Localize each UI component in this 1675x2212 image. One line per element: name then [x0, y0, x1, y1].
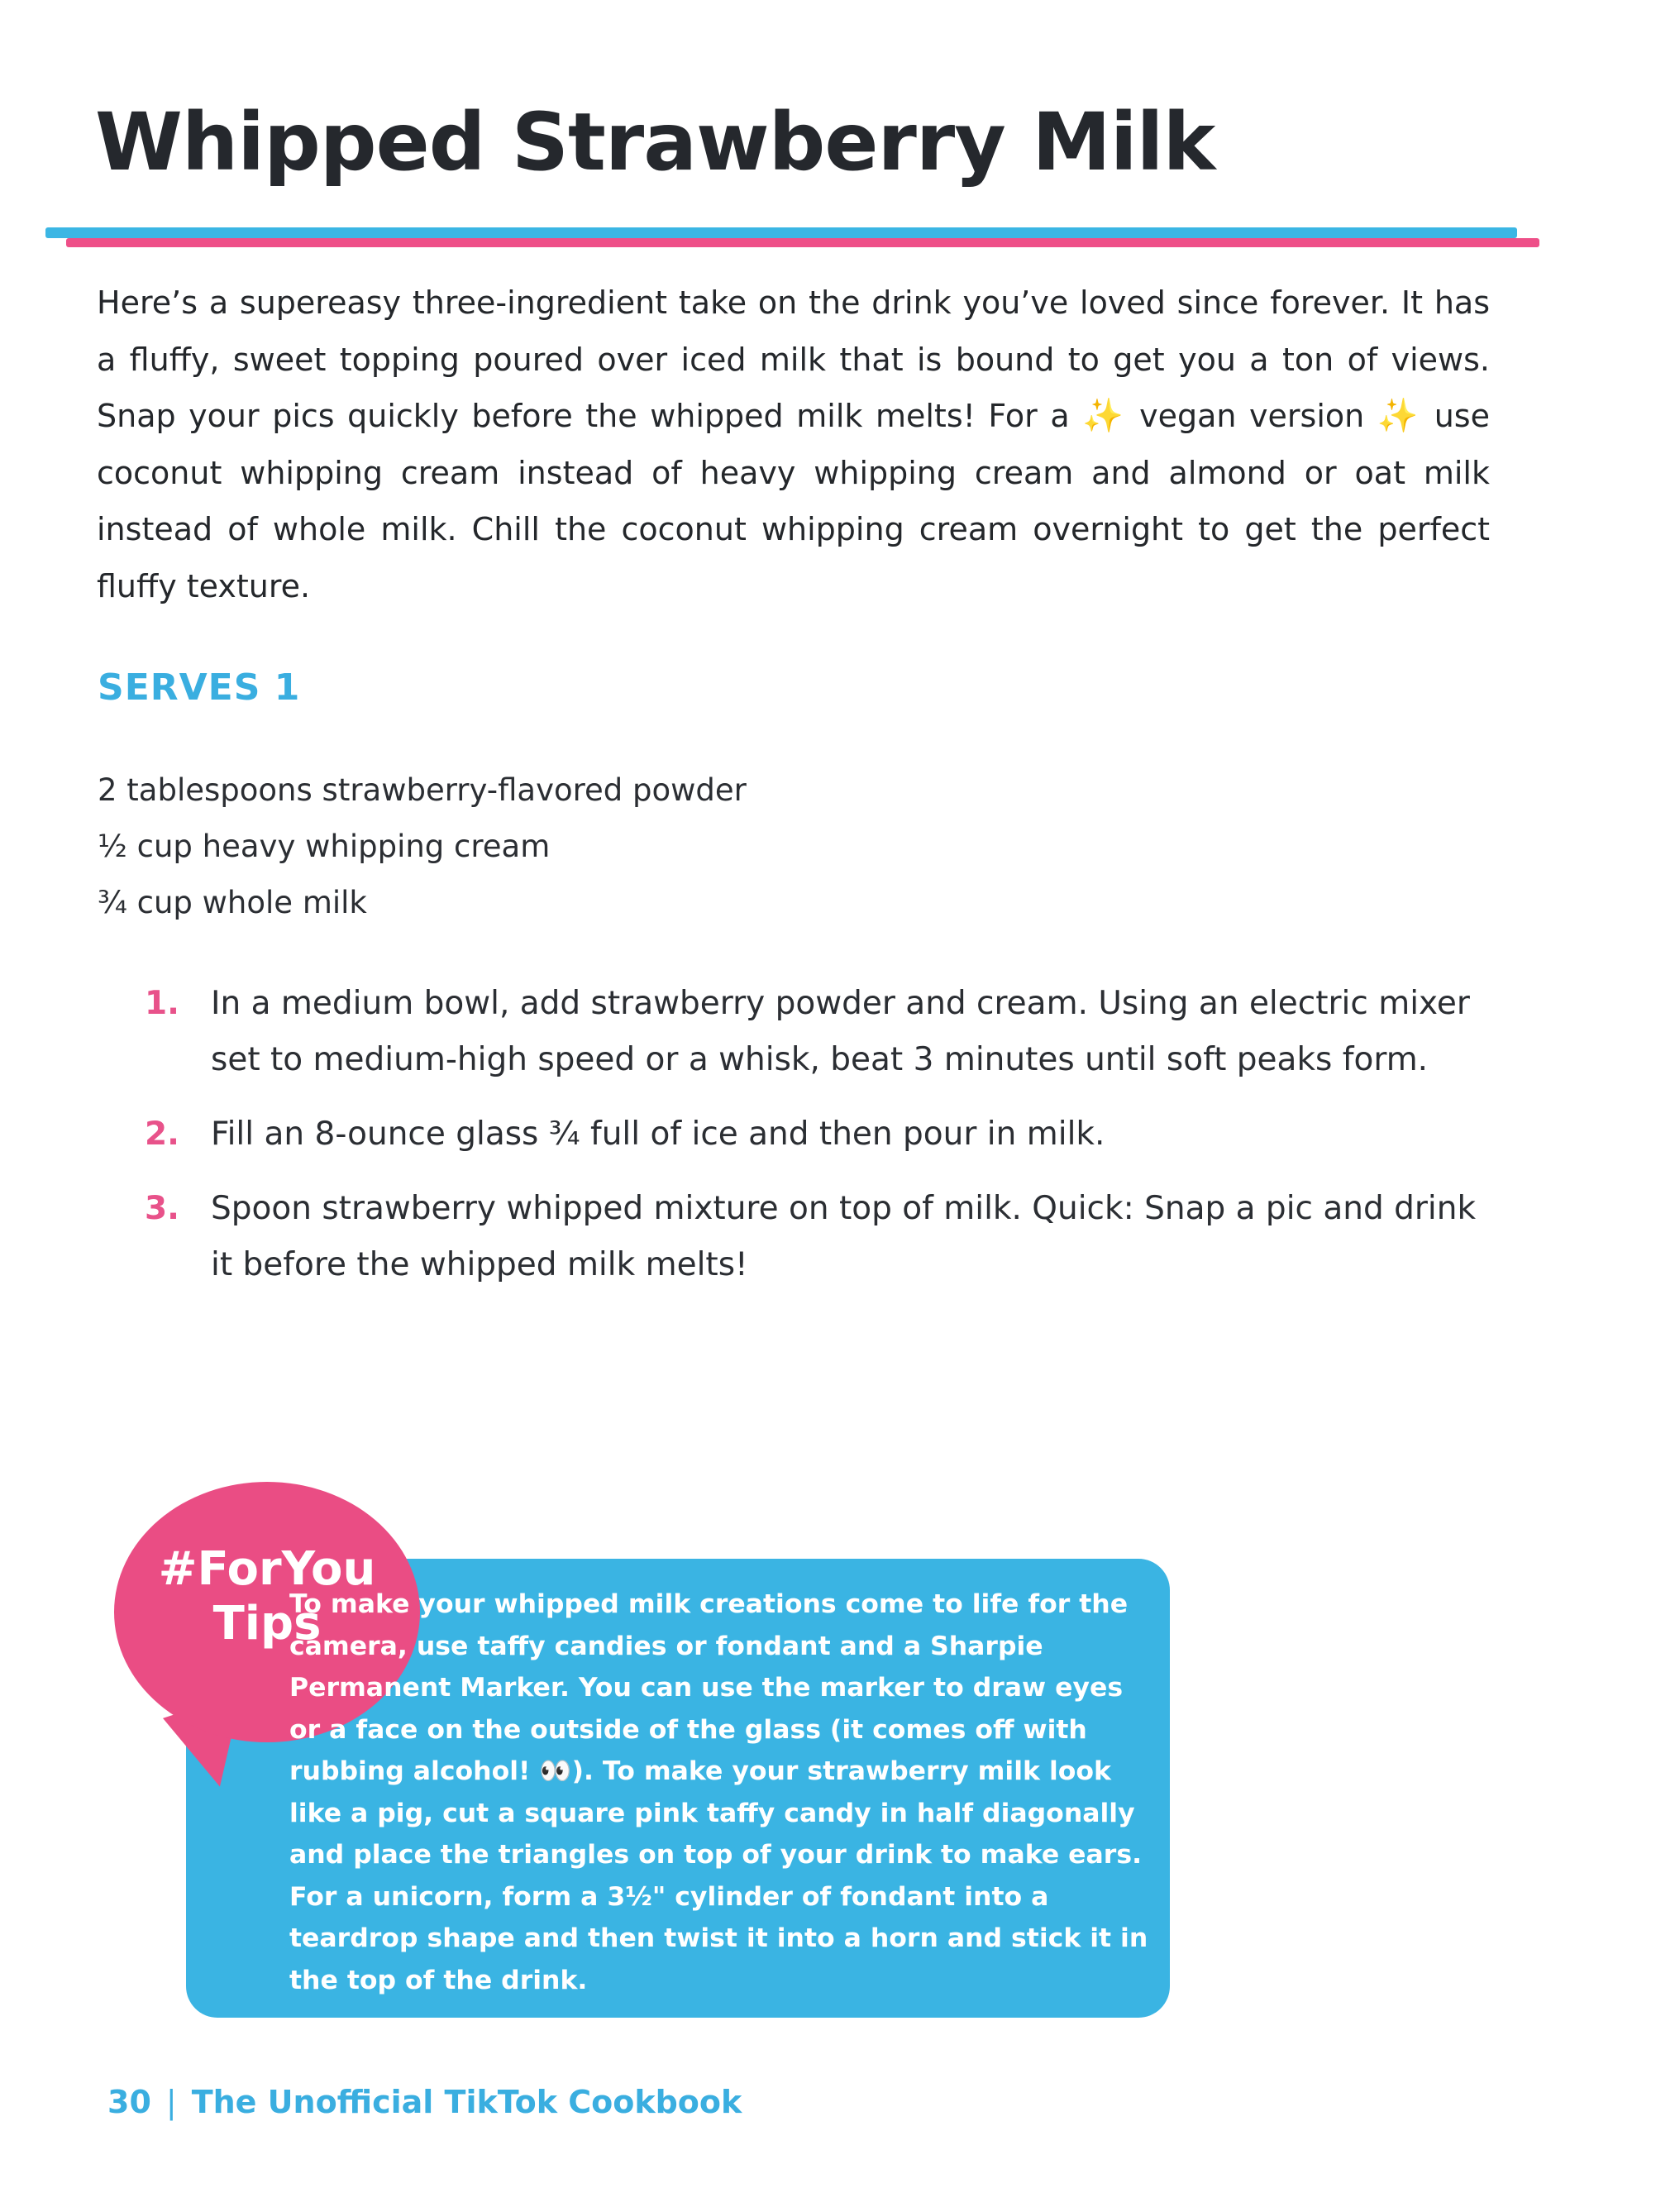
recipe-intro [97, 275, 1490, 614]
sparkles-icon: ✨ [1082, 397, 1127, 435]
step-item [145, 1181, 1484, 1293]
tips-heading-line2: Tips [212, 1597, 322, 1651]
intro-text-part1: Here’s a supereasy three-ingredient take on the drink you’ve loved since forever. It has a fluffy, sweet topping poured over iced milk that is bound to get you a ton of views. Snap your pics quickly before the whipped milk melts! For a [97, 284, 1490, 434]
ingredient-list [98, 762, 747, 931]
intro-text-part3: use coconut whipping cream instead of heavy whipping cream and almond or oat milk instead of whole milk. Chill the coconut whipping cream overnight to get the perfect fluffy texture. [97, 398, 1490, 604]
step-number: 2. [145, 1116, 179, 1153]
step-text: In a medium bowl, add strawberry powder and cream. Using an electric mixer set to medium-high speed or a whisk, beat 3 minutes until soft peaks form. [211, 985, 1470, 1078]
ingredient-item: ½ cup heavy whipping cream [98, 829, 551, 864]
page-number: 30 [107, 2084, 151, 2120]
book-title: The Unofficial TikTok Cookbook [191, 2084, 742, 2120]
tips-text: To make your whipped milk creations come to life for the camera, use taffy candies or fondant and a Sharpie Permanent Marker. You can use the marker to draw eyes or a face on the outside of the glass (it comes off with rubbing alcohol! 👀). To make your strawberry milk look like a pig, cut a square pink taffy candy in half diagonally and place the triangles on top of your drink to make ears. For a unicorn, form a 3½" cylinder of fondant into a teardrop shape and then twist it into a horn and stick it in the top of the drink. [289, 1589, 1148, 1995]
step-text: Spoon strawberry whipped mixture on top of milk. Quick: Snap a pic and drink it before the whipped milk melts! [211, 1190, 1477, 1283]
sparkles-icon: ✨ [1377, 397, 1422, 435]
step-text: Fill an 8-ounce glass ¾ full of ice and then pour in milk. [211, 1116, 1105, 1153]
footer-separator: | [165, 2084, 177, 2120]
ingredient-item: ¾ cup whole milk [98, 885, 367, 920]
step-number: 1. [145, 985, 179, 1022]
title-underline-blue [45, 227, 1517, 238]
ingredient-item: 2 tablespoons strawberry-flavored powder [98, 772, 747, 808]
step-number: 3. [145, 1190, 179, 1227]
tips-heading-line1: #ForYou [158, 1542, 376, 1596]
recipe-title: Whipped Strawberry Milk [95, 96, 1215, 189]
page-footer [107, 2084, 742, 2120]
intro-text-part2: vegan version [1139, 398, 1365, 434]
serves-heading: SERVES 1 [98, 666, 301, 709]
title-underline-pink [66, 238, 1539, 247]
step-item [145, 976, 1484, 1088]
step-item [145, 1106, 1484, 1163]
step-list [145, 976, 1484, 1311]
